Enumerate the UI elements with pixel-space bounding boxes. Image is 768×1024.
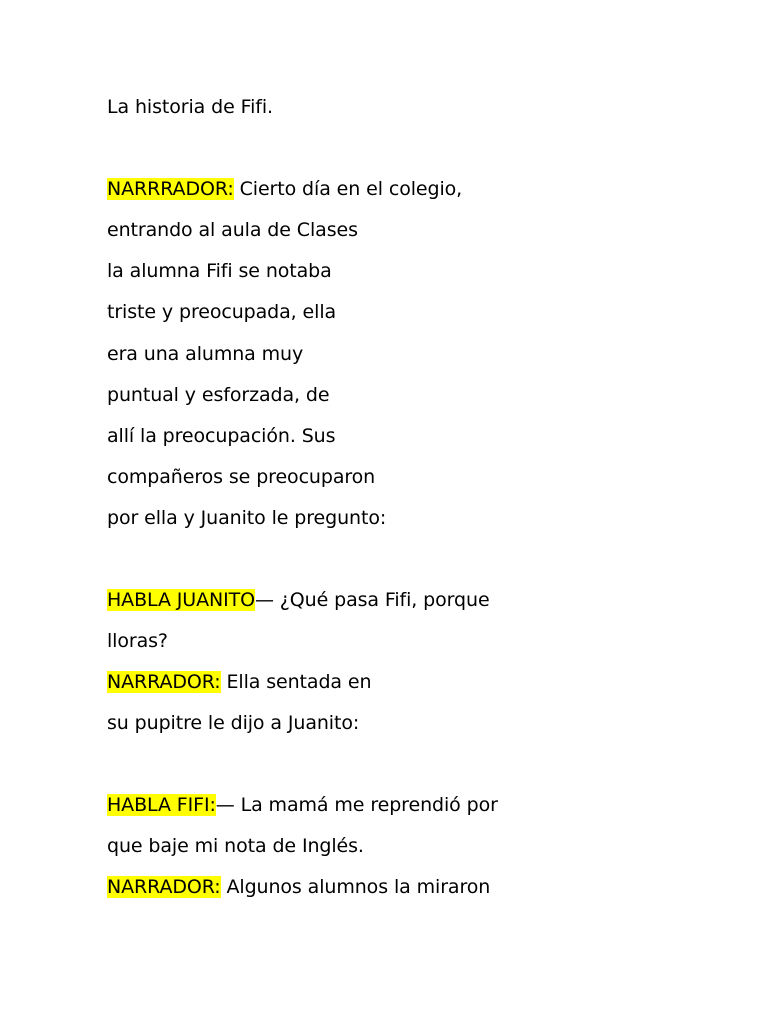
speaker-tag-juanito: HABLA JUANITO	[107, 589, 255, 611]
text-line: compañeros se preocuparon	[107, 466, 376, 488]
juanito-line	[107, 588, 490, 612]
fifi-line	[107, 793, 498, 817]
text-line: Algunos alumnos la miraron	[220, 876, 491, 898]
speaker-tag-fifi: HABLA FIFI:	[107, 794, 216, 816]
text-line: que baje mi nota de Inglés.	[107, 835, 364, 857]
text-line: su pupitre le dijo a Juanito:	[107, 712, 360, 734]
speaker-tag-narrator: NARRADOR:	[107, 671, 221, 693]
narrator-line-3	[107, 875, 490, 899]
narrator-line-2	[107, 670, 371, 694]
text-line: era una alumna muy	[107, 343, 304, 365]
text-line: Cierto día en el colegio,	[233, 178, 463, 200]
text-line: Ella sentada en	[220, 671, 372, 693]
text-line: la alumna Fifi se notaba	[107, 260, 332, 282]
text-line: por ella y Juanito le pregunto:	[107, 507, 387, 529]
text-line: lloras?	[107, 630, 168, 652]
text-line: triste y preocupada, ella	[107, 301, 337, 323]
text-line: entrando al aula de Clases	[107, 219, 358, 241]
text-line: — ¿Qué pasa Fifi, porque	[254, 589, 490, 611]
speaker-tag-narrator: NARRRADOR:	[107, 178, 234, 200]
document-title: La historia de Fifi.	[107, 96, 273, 118]
text-line: — La mamá me reprendió por	[215, 794, 498, 816]
text-line: puntual y esforzada, de	[107, 384, 330, 406]
text-line: allí la preocupación. Sus	[107, 425, 336, 447]
narrator-line-1	[107, 177, 462, 201]
speaker-tag-narrator: NARRADOR:	[107, 876, 221, 898]
